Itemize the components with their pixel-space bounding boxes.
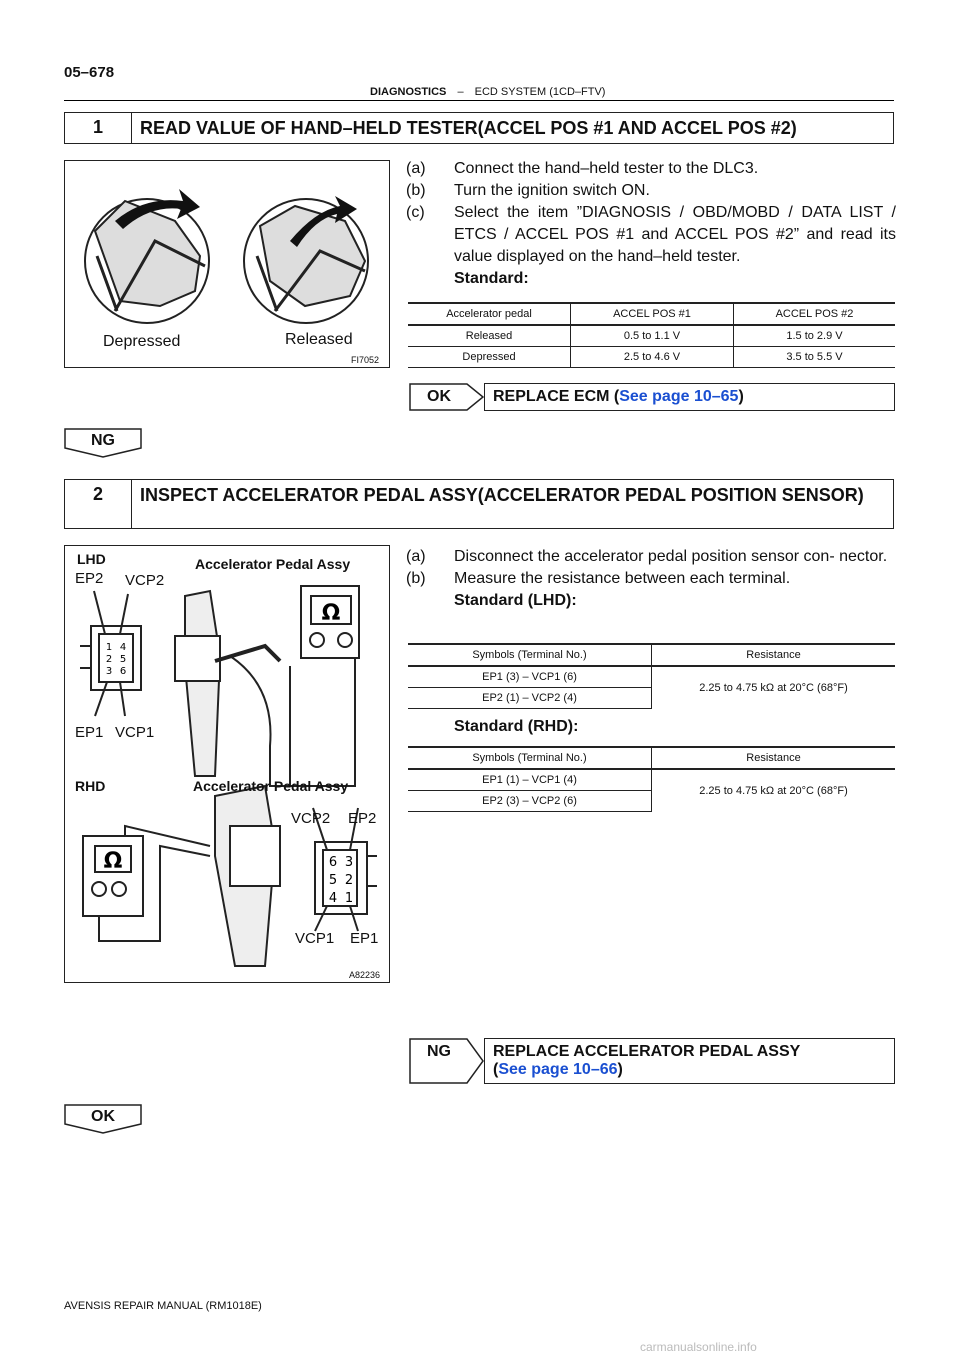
ep2-label-rhd: EP2: [348, 810, 377, 827]
see-page-link[interactable]: See page 10–66: [498, 1061, 618, 1078]
pin-number: 4: [119, 642, 127, 653]
table-header-row: [408, 303, 895, 325]
table-row: [408, 347, 895, 368]
table-header: Symbols (Terminal No.): [408, 747, 652, 769]
table-cell: EP2 (3) – VCP2 (6): [408, 791, 652, 812]
step-2-title: INSPECT ACCELERATOR PEDAL ASSY(ACCELERATOR PEDAL POSITION SENSOR): [140, 485, 864, 505]
step-2-instructions: [406, 546, 896, 612]
instruction-label: (b): [406, 570, 426, 587]
instruction-b: [406, 180, 896, 202]
pin-number: 4: [328, 891, 338, 906]
ng-result-box: [484, 1038, 895, 1084]
ohm-symbol: Ω: [321, 601, 341, 626]
instruction-c: [406, 202, 896, 268]
standard-lhd-label: Standard (LHD):: [454, 592, 577, 609]
pin-number: 3: [344, 855, 354, 870]
table-cell: 0.5 to 1.1 V: [571, 325, 734, 347]
pin-number: 6: [119, 666, 127, 677]
pin-number: 5: [119, 654, 127, 665]
sensor-figure: [64, 545, 390, 983]
footer-text: AVENSIS REPAIR MANUAL (RM1018E): [64, 1300, 262, 1312]
instruction-text: Select the item ”DIAGNOSIS / OBD/MOBD / DATA LIST / ETCS / ACCEL POS #1 and ACCEL POS #2” and read its value displayed on the hand–held tester.: [454, 204, 896, 265]
vcp1-label-rhd: VCP1: [295, 930, 335, 947]
table-header: Accelerator pedal: [408, 303, 571, 325]
ng-result-text: REPLACE ACCELERATOR PEDAL ASSY: [493, 1043, 801, 1060]
instruction-label: (c): [406, 204, 425, 221]
accel-pos-table: [408, 302, 895, 368]
ok-arrow-label: [409, 383, 484, 411]
table-cell: 2.25 to 4.75 kΩ at 20°C (68°F): [652, 769, 896, 812]
lhd-label: LHD: [77, 551, 106, 567]
table-row: [408, 769, 895, 791]
assy-label-rhd: Accelerator Pedal Assy: [193, 778, 349, 794]
pin-number: 3: [105, 666, 113, 677]
table-header-row: [408, 644, 895, 666]
resistance-table-rhd: [408, 746, 895, 812]
subsection-name: ECD SYSTEM (1CD–FTV): [474, 86, 606, 98]
instruction-b: [406, 568, 896, 590]
table-cell: EP1 (3) – VCP1 (6): [408, 666, 652, 688]
pin-number: 1: [105, 642, 113, 653]
table-header: Resistance: [652, 644, 896, 666]
ok-tag-text: OK: [427, 388, 451, 405]
ng-result-open: (: [493, 1061, 499, 1078]
watermark: carmanualsonline.info: [640, 1340, 757, 1354]
step-2-header: [64, 479, 894, 529]
step-1-title: READ VALUE OF HAND–HELD TESTER(ACCEL POS #1 AND ACCEL POS #2): [140, 118, 797, 138]
ep1-label-rhd: EP1: [350, 930, 379, 947]
step-1-header: [64, 112, 894, 144]
sensor-illustration: [65, 546, 388, 981]
ng-result: [409, 1038, 895, 1084]
depressed-label: Depressed: [103, 333, 181, 350]
ok-result: [409, 383, 895, 411]
ok-tag: [64, 1104, 142, 1134]
ng-tag-text: NG: [427, 1043, 451, 1060]
ok-result-close: ): [738, 388, 744, 405]
instruction-text: Turn the ignition switch ON.: [454, 182, 650, 199]
figure-code: FI7052: [351, 355, 380, 365]
table-cell: Released: [408, 325, 571, 347]
table-header: Symbols (Terminal No.): [408, 644, 652, 666]
table-cell: 1.5 to 2.9 V: [734, 325, 896, 347]
instruction-text: Connect the hand–held tester to the DLC3.: [454, 160, 759, 177]
section-separator: –: [457, 86, 464, 98]
instruction-a: [406, 158, 896, 180]
standard-rhd-label: Standard (RHD):: [454, 718, 579, 735]
ng-arrow-label: [409, 1038, 484, 1084]
ep2-label-lhd: EP2: [75, 570, 104, 587]
assy-label-lhd: Accelerator Pedal Assy: [195, 556, 351, 572]
step-2-number: 2: [65, 480, 132, 528]
resistance-table-lhd: [408, 643, 895, 709]
pedal-figure: [64, 160, 390, 368]
table-header-row: [408, 747, 895, 769]
standard-label: Standard:: [454, 270, 529, 287]
ohm-symbol: Ω: [103, 849, 123, 874]
pin-number: 6: [328, 855, 338, 870]
table-row: [408, 666, 895, 688]
rhd-label: RHD: [75, 778, 106, 794]
section-name: DIAGNOSTICS: [370, 86, 447, 98]
released-label: Released: [285, 331, 353, 348]
table-cell: 2.25 to 4.75 kΩ at 20°C (68°F): [652, 666, 896, 709]
ng-result-close: ): [617, 1061, 623, 1078]
ok-result-box: [484, 383, 895, 411]
instruction-label: (a): [406, 548, 426, 565]
ep1-label-lhd: EP1: [75, 724, 104, 741]
see-page-link[interactable]: See page 10–65: [619, 388, 739, 405]
instruction-label: (b): [406, 182, 426, 199]
pin-number: 5: [328, 873, 338, 888]
instruction-label: (a): [406, 160, 426, 177]
table-cell: EP2 (1) – VCP2 (4): [408, 688, 652, 709]
ng-tag: [64, 428, 142, 458]
vcp2-label-rhd: VCP2: [291, 810, 331, 827]
pin-number: 1: [344, 891, 354, 906]
ng-tag-text: NG: [91, 432, 115, 449]
ok-result-text: REPLACE ECM (: [493, 388, 620, 405]
vcp2-label-lhd: VCP2: [125, 572, 165, 589]
page-number: 05–678: [64, 64, 115, 81]
table-header: Resistance: [652, 747, 896, 769]
figure-code: A82236: [349, 970, 381, 980]
vcp1-label-lhd: VCP1: [115, 724, 155, 741]
table-cell: EP1 (1) – VCP1 (4): [408, 769, 652, 791]
table-row: [408, 325, 895, 347]
instruction-text: Disconnect the accelerator pedal position sensor con- nector.: [454, 548, 888, 565]
step-1-instructions: [406, 158, 896, 290]
pin-number: 2: [105, 654, 113, 665]
table-cell: Depressed: [408, 347, 571, 368]
table-header: ACCEL POS #2: [734, 303, 896, 325]
header-rule: [64, 100, 894, 101]
instruction-text: Measure the resistance between each terminal.: [454, 570, 791, 587]
table-header: ACCEL POS #1: [571, 303, 734, 325]
table-cell: 2.5 to 4.6 V: [571, 347, 734, 368]
pin-number: 2: [344, 873, 354, 888]
table-cell: 3.5 to 5.5 V: [734, 347, 896, 368]
step-1-number: 1: [65, 113, 132, 143]
section-title: [370, 86, 605, 98]
instruction-a: [406, 546, 896, 568]
ok-tag-text: OK: [91, 1108, 115, 1125]
